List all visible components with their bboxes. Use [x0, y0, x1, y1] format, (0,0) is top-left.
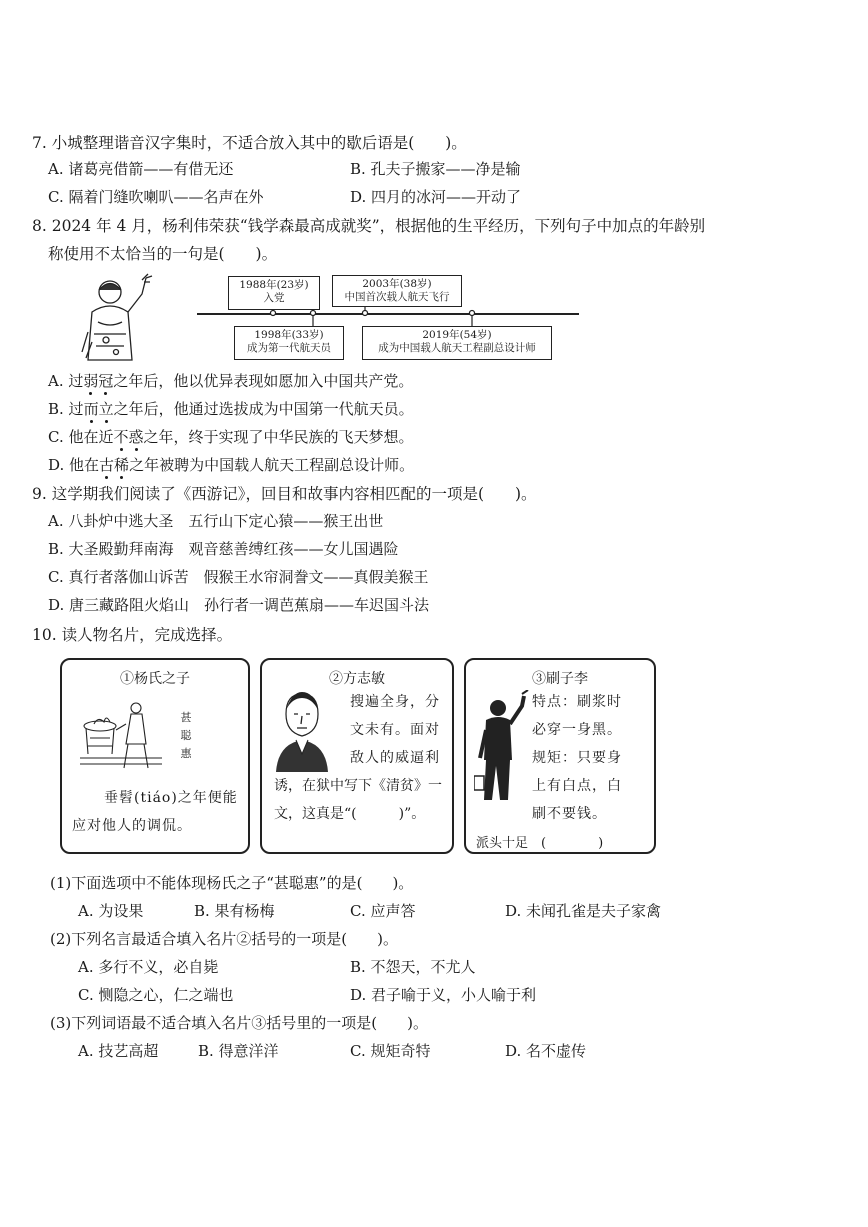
card-title: ①杨氏之子 [120, 671, 190, 687]
card-body-line: 特点：刷浆时 [532, 694, 622, 710]
option-suffix: 之年后，他以优异表现如愿加入中国共产党。 [113, 372, 414, 390]
q9-option-c: C. 真行者落伽山诉苦 假猴王水帘洞誊文——真假美猴王 [48, 568, 429, 586]
card-body-line: 上有白点，白 [532, 778, 622, 794]
q9-option-b: B. 大圣殿勤拜南海 观音慈善缚红孩——女儿国遇险 [48, 540, 399, 558]
q10-sub3-option-c: C. 规矩奇特 [350, 1042, 431, 1060]
card-body-line: 文未有。面对 [350, 722, 440, 738]
card-body-line: 规矩：只要身 [532, 750, 622, 766]
name-card-fangzhimin [260, 658, 454, 854]
q7-option-a: A. 诸葛亮借箭——有借无还 [48, 160, 234, 178]
q10-sub2-option-d: D. 君子喻于义，小人喻于利 [350, 986, 537, 1004]
dotted-age-term [98, 428, 143, 446]
q10-sub1-option-c: C. 应声答 [350, 902, 416, 920]
timeline-year: 1988年(23岁) [239, 279, 309, 291]
card-title: ②方志敏 [329, 671, 385, 687]
card-body-line: 诱，在狱中写下《清贫》一 [274, 778, 442, 794]
yangshi-illustration [76, 694, 166, 774]
q10-sub1-option-a: A. 为设果 [78, 902, 144, 920]
timeline-box-1988 [228, 276, 320, 310]
option-prefix: A. 过 [48, 372, 84, 390]
card-body-line: 垂髫(tiáo)之年便能 [104, 790, 238, 806]
q10-sub2-option-a: A. 多行不义，必自毙 [78, 958, 219, 976]
dotted-char: 古 [99, 456, 115, 474]
dotted-age-term [84, 400, 114, 418]
q7-option-c: C. 隔着门缝吹喇叭——名声在外 [48, 188, 264, 206]
q10-sub3-option-b: B. 得意洋洋 [198, 1042, 279, 1060]
q10-sub1-option-b: B. 果有杨梅 [194, 902, 275, 920]
q10-sub3-stem: (3)下列词语最不适合填入名片③括号里的一项是( )。 [50, 1014, 428, 1032]
card-body-line: 文，这真是“( )”。 [274, 806, 426, 822]
option-suffix: 之年后，他通过选拔成为中国第一代航天员。 [113, 400, 414, 418]
q8-option-d [48, 454, 414, 475]
q10-sub2-stem: (2)下列名言最适合填入名片②括号的一项是( )。 [50, 930, 398, 948]
timeline-event: 中国首次载人航天飞行 [344, 291, 450, 303]
dotted-char: 弱 [83, 372, 99, 390]
card-body-line: 必穿一身黑。 [532, 722, 622, 738]
card-body-line: 搜遍全身，分 [350, 694, 440, 710]
timeline-event: 成为中国载人航天工程副总设计师 [378, 342, 536, 354]
q10-sub3-option-d: D. 名不虚传 [505, 1042, 587, 1060]
timeline-year: 2019年(54岁) [422, 329, 492, 341]
dotted-age-term [83, 372, 113, 390]
q8-option-b [48, 398, 414, 419]
q10-sub2-option-c: C. 恻隐之心，仁之端也 [78, 986, 234, 1004]
dotted-char: 不 [113, 428, 129, 446]
timeline-year: 2003年(38岁) [362, 278, 432, 290]
dotted-age-term [99, 456, 129, 474]
q9-option-d: D. 唐三藏路阻火焰山 孙行者一调芭蕉扇——车迟国斗法 [48, 596, 430, 614]
card-body-line: 刷不要钱。 [532, 806, 607, 822]
q10-sub1-option-d: D. 未闻孔雀是夫子家禽 [505, 902, 662, 920]
fangzhimin-portrait [272, 688, 332, 772]
q7-stem: 7. 小城整理谐音汉字集时，不适合放入其中的歇后语是( )。 [32, 134, 467, 152]
q7-option-d: D. 四月的冰河——开动了 [350, 188, 522, 206]
q9-stem: 9. 这学期我们阅读了《西游记》，回目和故事内容相匹配的一项是( )。 [32, 485, 537, 503]
timeline-event: 入党 [263, 292, 285, 304]
q7-option-b: B. 孔夫子搬家——净是输 [350, 160, 521, 178]
timeline-year: 1998年(33岁) [254, 329, 324, 341]
dotted-char: 而 [83, 400, 99, 418]
option-prefix: D. 他在 [48, 456, 100, 474]
vertical-char: 聪 [180, 729, 192, 742]
q10-stem: 10. 读人物名片，完成选择。 [32, 626, 233, 644]
option-suffix: 之年被聘为中国载人航天工程副总设计师。 [129, 456, 415, 474]
timeline-event: 成为第一代航天员 [247, 342, 331, 354]
q8-option-c [48, 426, 414, 447]
card-footer: 派头十足 ( ) [476, 836, 604, 851]
q8-option-a [48, 370, 413, 391]
vertical-char: 惠 [180, 747, 192, 760]
option-prefix: C. 他在 [48, 428, 99, 446]
q8-stem-line2: 称使用不太恰当的一句是( )。 [48, 245, 278, 263]
option-suffix: 之年，终于实现了中华民族的飞天梦想。 [143, 428, 414, 446]
astronaut-illustration [80, 272, 160, 364]
q10-sub1-stem: (1)下面选项中不能体现杨氏之子“甚聪惠”的是( )。 [50, 874, 414, 892]
plain-char: 近 [98, 428, 114, 446]
shuazili-illustration [474, 690, 530, 814]
dotted-char: 稀 [114, 456, 130, 474]
q8-stem-line1: 8. 2024 年 4 月，杨利伟荣获“钱学森最高成就奖”，根据他的生平经历，下列句子中加点的年龄别 [32, 217, 706, 235]
q9-option-a: A. 八卦炉中逃大圣 五行山下定心猿——猴王出世 [48, 512, 384, 530]
name-card-shuazili [464, 658, 656, 854]
dotted-char: 惑 [128, 428, 144, 446]
name-card-yangshi [60, 658, 250, 854]
card-body-line: 敌人的威逼利 [350, 750, 440, 766]
vertical-char: 甚 [180, 711, 192, 724]
timeline-box-2003 [332, 275, 462, 307]
dotted-char: 冠 [98, 372, 114, 390]
option-prefix: B. 过 [48, 400, 84, 418]
dotted-char: 立 [98, 400, 114, 418]
card-body-line: 应对他人的调侃。 [72, 818, 192, 834]
q10-sub3-option-a: A. 技艺高超 [78, 1042, 159, 1060]
timeline-box-2019 [362, 326, 552, 360]
q10-sub2-option-b: B. 不怨天，不尤人 [350, 958, 476, 976]
timeline-box-1998 [234, 326, 344, 360]
card-title: ③刷子李 [532, 671, 588, 687]
